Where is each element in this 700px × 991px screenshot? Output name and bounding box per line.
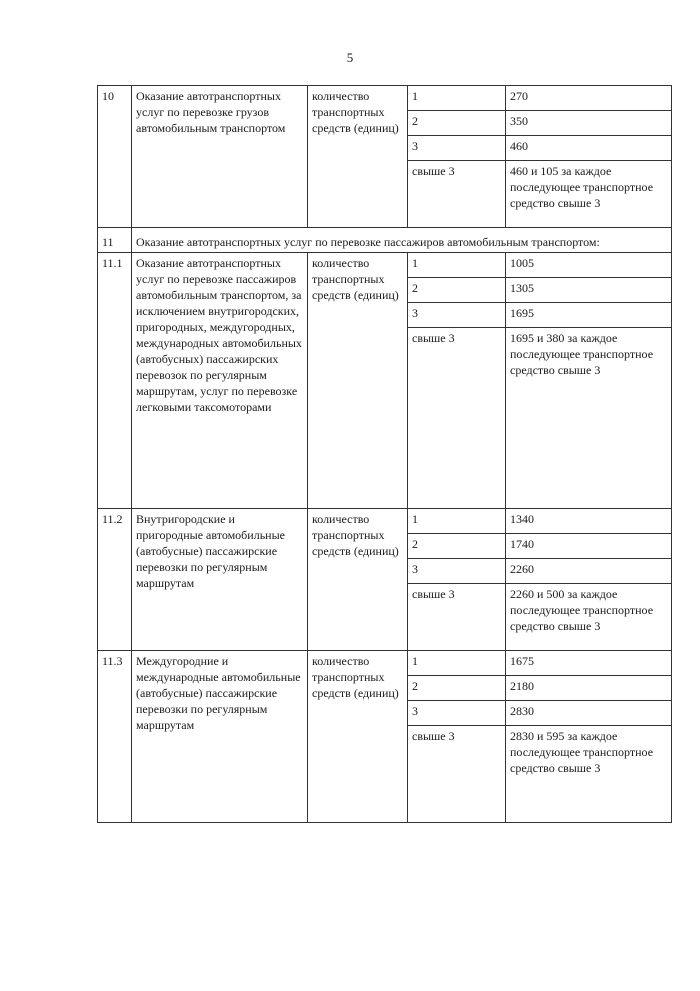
service-description: Оказание автотранспортных услуг по перевозке грузов автомобильным транспортом — [132, 86, 308, 228]
unit-of-measure: количество транспортных средств (единиц) — [308, 651, 408, 823]
service-description: Оказание автотранспортных услуг по перевозке пассажиров автомобильным транспортом, за исключением внутригородских, пригородных, междугородных, международных автомобильных (автобусных) пассажирских перевозок по регулярным маршрутам, услуг по перевозке легковыми таксомоторами — [132, 253, 308, 509]
fee-cell: 2260 — [506, 559, 672, 584]
unit-of-measure: количество транспортных средств (единиц) — [308, 253, 408, 509]
fee-cell: 1340 — [506, 509, 672, 534]
fee-cell: 2830 — [506, 701, 672, 726]
quantity-cell: 2 — [408, 534, 506, 559]
service-description: Внутригородские и пригородные автомобильные (автобусные) пассажирские перевозки по регулярным маршрутам — [132, 509, 308, 651]
row-number: 11.1 — [98, 253, 132, 509]
fee-cell: 2180 — [506, 676, 672, 701]
quantity-cell: 2 — [408, 676, 506, 701]
quantity-cell: 3 — [408, 701, 506, 726]
table-row — [98, 86, 672, 111]
fee-cell: 1695 и 380 за каждое последующее транспортное средство свыше 3 — [506, 328, 672, 509]
fee-cell: 1305 — [506, 278, 672, 303]
quantity-cell: 3 — [408, 559, 506, 584]
fee-cell: 2260 и 500 за каждое последующее транспортное средство свыше 3 — [506, 584, 672, 651]
service-description: Оказание автотранспортных услуг по перевозке пассажиров автомобильным транспортом: — [132, 228, 672, 253]
fee-table — [97, 85, 672, 823]
service-description: Междугородние и международные автомобильные (автобусные) пассажирские перевозки по регулярным маршрутам — [132, 651, 308, 823]
row-number: 11 — [98, 228, 132, 253]
row-number: 11.3 — [98, 651, 132, 823]
quantity-cell: 2 — [408, 111, 506, 136]
fee-cell: 460 и 105 за каждое последующее транспортное средство свыше 3 — [506, 161, 672, 228]
table-row — [98, 253, 672, 278]
quantity-cell: 3 — [408, 303, 506, 328]
fee-cell: 1005 — [506, 253, 672, 278]
row-number: 11.2 — [98, 509, 132, 651]
table-row — [98, 228, 672, 253]
quantity-cell: свыше 3 — [408, 328, 506, 509]
fee-cell: 460 — [506, 136, 672, 161]
unit-of-measure: количество транспортных средств (единиц) — [308, 509, 408, 651]
quantity-cell: 1 — [408, 651, 506, 676]
quantity-cell: свыше 3 — [408, 726, 506, 823]
fee-cell: 1695 — [506, 303, 672, 328]
quantity-cell: 1 — [408, 86, 506, 111]
quantity-cell: 1 — [408, 509, 506, 534]
fee-cell: 350 — [506, 111, 672, 136]
quantity-cell: свыше 3 — [408, 584, 506, 651]
page-number: 5 — [346, 50, 354, 65]
fee-cell: 270 — [506, 86, 672, 111]
table-row — [98, 509, 672, 534]
quantity-cell: свыше 3 — [408, 161, 506, 228]
quantity-cell: 3 — [408, 136, 506, 161]
unit-of-measure: количество транспортных средств (единиц) — [308, 86, 408, 228]
fee-cell: 1675 — [506, 651, 672, 676]
row-number: 10 — [98, 86, 132, 228]
fee-cell: 2830 и 595 за каждое последующее транспортное средство свыше 3 — [506, 726, 672, 823]
quantity-cell: 2 — [408, 278, 506, 303]
fee-cell: 1740 — [506, 534, 672, 559]
quantity-cell: 1 — [408, 253, 506, 278]
table-row — [98, 651, 672, 676]
